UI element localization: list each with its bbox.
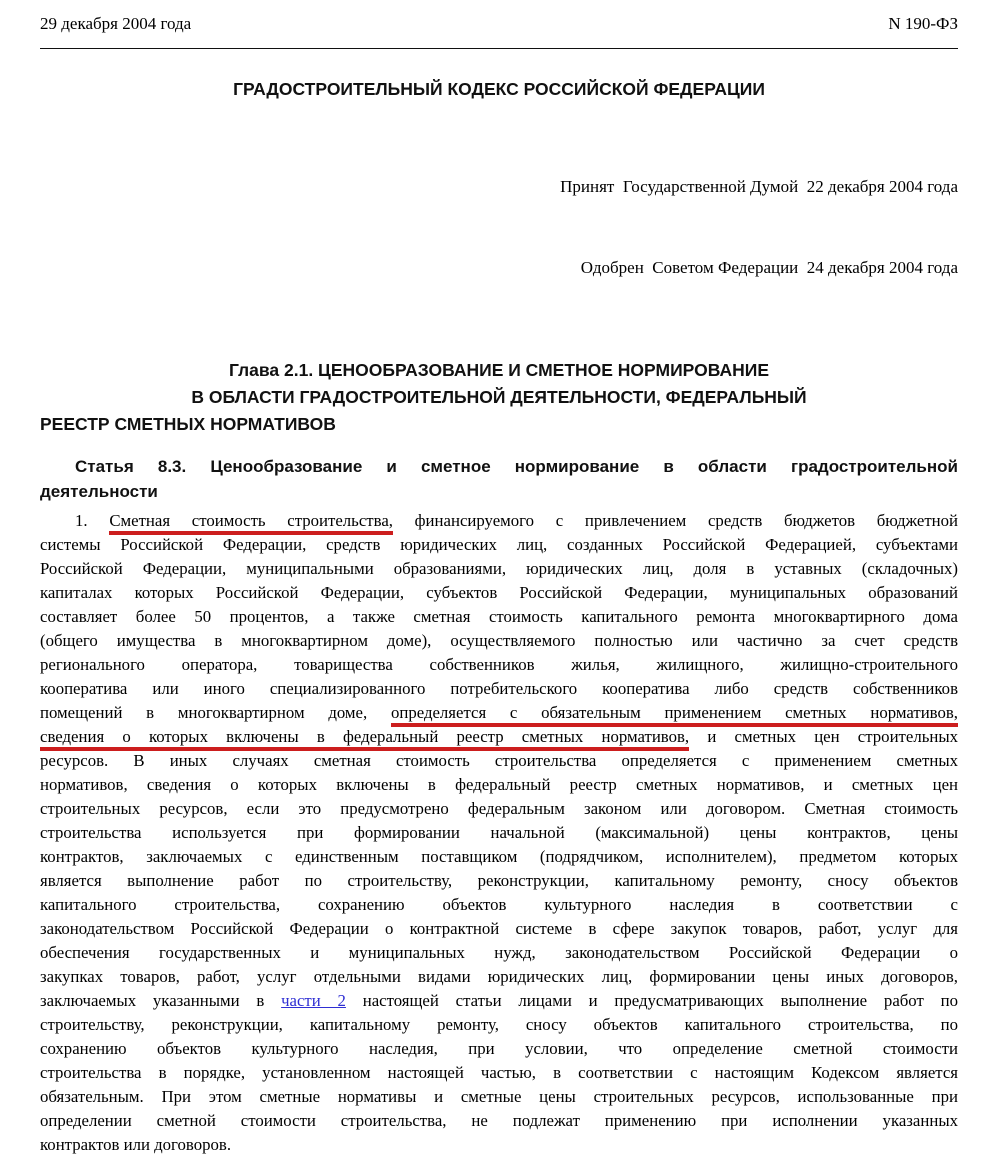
text-line: [40, 677, 958, 701]
approved-line: Одобрен Советом Федерации 24 декабря 2004 года: [580, 258, 958, 277]
text-segment: и сметных цен строительных: [689, 727, 959, 746]
text-segment: 1.: [75, 511, 110, 530]
text-segment: деятельности: [40, 482, 158, 501]
text-segment: Статья 8.3. Ценообразование и сметное нормирование в области градостроительной: [75, 457, 958, 476]
text-segment: Глава 2.1. ЦЕНООБРАЗОВАНИЕ И СМЕТНОЕ НОРМИРОВАНИЕ: [228, 360, 769, 380]
text-line: [40, 605, 958, 629]
text-segment: системы Российской Федерации, средств юридических лиц, созданных Российской Федерацией, субъектами: [40, 535, 958, 554]
text-segment: обязательным. При этом сметные нормативы и сметные цены строительных ресурсов, использованные при: [40, 1087, 958, 1106]
text-line: [40, 749, 958, 773]
text-segment: финансируемого с привлечением средств бюджетов бюджетной: [392, 511, 958, 530]
text-line: [40, 454, 958, 479]
text-line: [40, 629, 958, 653]
red-underlined-text: Сметная стоимость строительства,: [109, 511, 393, 535]
text-segment: Российской Федерации, муниципальными образованиями, юридических лиц, доля в уставных (складочных): [40, 559, 958, 578]
text-segment: нормативов, сведения о которых включены в федеральный реестр сметных нормативов, и сметных цен: [40, 775, 958, 794]
text-segment: контрактов или договоров.: [40, 1135, 232, 1154]
text-line: [40, 725, 958, 749]
text-segment: кооператива или иного специализированного потребительского кооператива либо средств собственников: [40, 679, 958, 698]
text-line: [40, 1061, 958, 1085]
link-chasti-2[interactable]: части 2: [281, 991, 346, 1010]
doc-date: 29 декабря 2004 года: [40, 14, 192, 33]
doc-title: ГРАДОСТРОИТЕЛЬНЫЙ КОДЕКС РОССИЙСКОЙ ФЕДЕРАЦИИ: [233, 79, 765, 99]
article-body: [40, 509, 958, 1157]
text-segment: помещений в многоквартирном доме,: [40, 703, 391, 722]
document-header: [40, 0, 958, 34]
text-line: [40, 917, 958, 941]
text-segment: заключаемых указанными в: [40, 991, 282, 1010]
chapter-heading: [40, 357, 958, 438]
text-line: [40, 941, 958, 965]
text-line: [40, 411, 958, 438]
text-line: [40, 1109, 958, 1133]
adoption-block: [40, 119, 958, 335]
text-line: [40, 1013, 958, 1037]
text-line: [40, 965, 958, 989]
text-segment: ресурсов. В иных случаях сметная стоимость строительства определяется с применением сметных: [40, 751, 958, 770]
text-segment: капиталах которых Российской Федерации, субъектов Российской Федерации, муниципальных образований: [40, 583, 958, 602]
text-segment: настоящей статьи лицами и предусматривающих выполнение работ по: [345, 991, 958, 1010]
text-segment: является выполнение работ по строительству, реконструкции, капитальному ремонту, сносу объектов: [40, 871, 958, 890]
text-segment: В ОБЛАСТИ ГРАДОСТРОИТЕЛЬНОЙ ДЕЯТЕЛЬНОСТИ, ФЕДЕРАЛЬНЫЙ: [191, 387, 807, 407]
text-segment: контрактов, заключаемых с единственным поставщиком (подрядчиком, исполнителем), предметом которых: [40, 847, 958, 866]
text-line: [40, 845, 958, 869]
text-line: [40, 479, 958, 504]
text-segment: законодательством Российской Федерации о контрактной системе в сфере закупок товаров, работ, услуг для: [40, 919, 958, 938]
text-segment: РЕЕСТР СМЕТНЫХ НОРМАТИВОВ: [40, 414, 336, 434]
text-line: [40, 509, 958, 533]
text-segment: обеспечения государственных и муниципальных нужд, законодательством Российской Федерации о: [40, 943, 958, 962]
text-segment: определении сметной стоимости строительства, не подлежат применению при исполнении указанных: [40, 1111, 958, 1130]
text-segment: закупках товаров, работ, услуг отдельными видами юридических лиц, формировании цены иных договоров,: [40, 967, 958, 986]
text-segment: сохранению объектов культурного наследия, при условии, что определение сметной стоимости: [40, 1039, 958, 1058]
text-segment: строительства в порядке, установленном настоящей частью, в соответствии с настоящим Кодексом является: [40, 1063, 958, 1082]
text-line: [40, 797, 958, 821]
text-line: [40, 701, 958, 725]
red-underlined-text: определяется с обязательным применением сметных нормативов,: [391, 703, 958, 727]
text-segment: строительства используется при формировании начальной (максимальной) цены контрактов, цены: [40, 823, 958, 842]
text-line: [40, 989, 958, 1013]
text-segment: строительных ресурсов, если это предусмотрено федеральным законом или договором. Сметная стоимость: [40, 799, 958, 818]
doc-number: N 190-ФЗ: [888, 14, 958, 33]
text-line: [40, 533, 958, 557]
adopted-line: Принят Государственной Думой 22 декабря 2004 года: [560, 177, 958, 196]
text-line: [40, 1085, 958, 1109]
text-line: [40, 773, 958, 797]
red-underlined-text: сведения о которых включены в федеральный реестр сметных нормативов,: [40, 727, 689, 751]
text-line: [40, 581, 958, 605]
text-segment: составляет более 50 процентов, а также сметная стоимость капитального ремонта многоквартирного дома: [40, 607, 958, 626]
text-segment: регионального оператора, товарищества собственников жилья, жилищного, жилищно-строительного: [40, 655, 958, 674]
text-line: [40, 357, 958, 384]
header-divider: [40, 48, 958, 49]
text-segment: строительству, реконструкции, капитальному ремонту, сносу объектов капитального строительства, по: [40, 1015, 958, 1034]
text-segment: (общего имущества в многоквартирном доме), осуществляемого полностью или частично за счет средств: [40, 631, 958, 650]
text-line: [40, 1133, 958, 1157]
text-line: [40, 869, 958, 893]
text-line: [40, 653, 958, 677]
text-line: [40, 821, 958, 845]
article-heading: [40, 454, 958, 504]
text-segment: капитального строительства, сохранению объектов культурного наследия в соответствии с: [40, 895, 958, 914]
text-line: [40, 384, 958, 411]
text-line: [40, 1037, 958, 1061]
text-line: [40, 893, 958, 917]
text-line: [40, 557, 958, 581]
